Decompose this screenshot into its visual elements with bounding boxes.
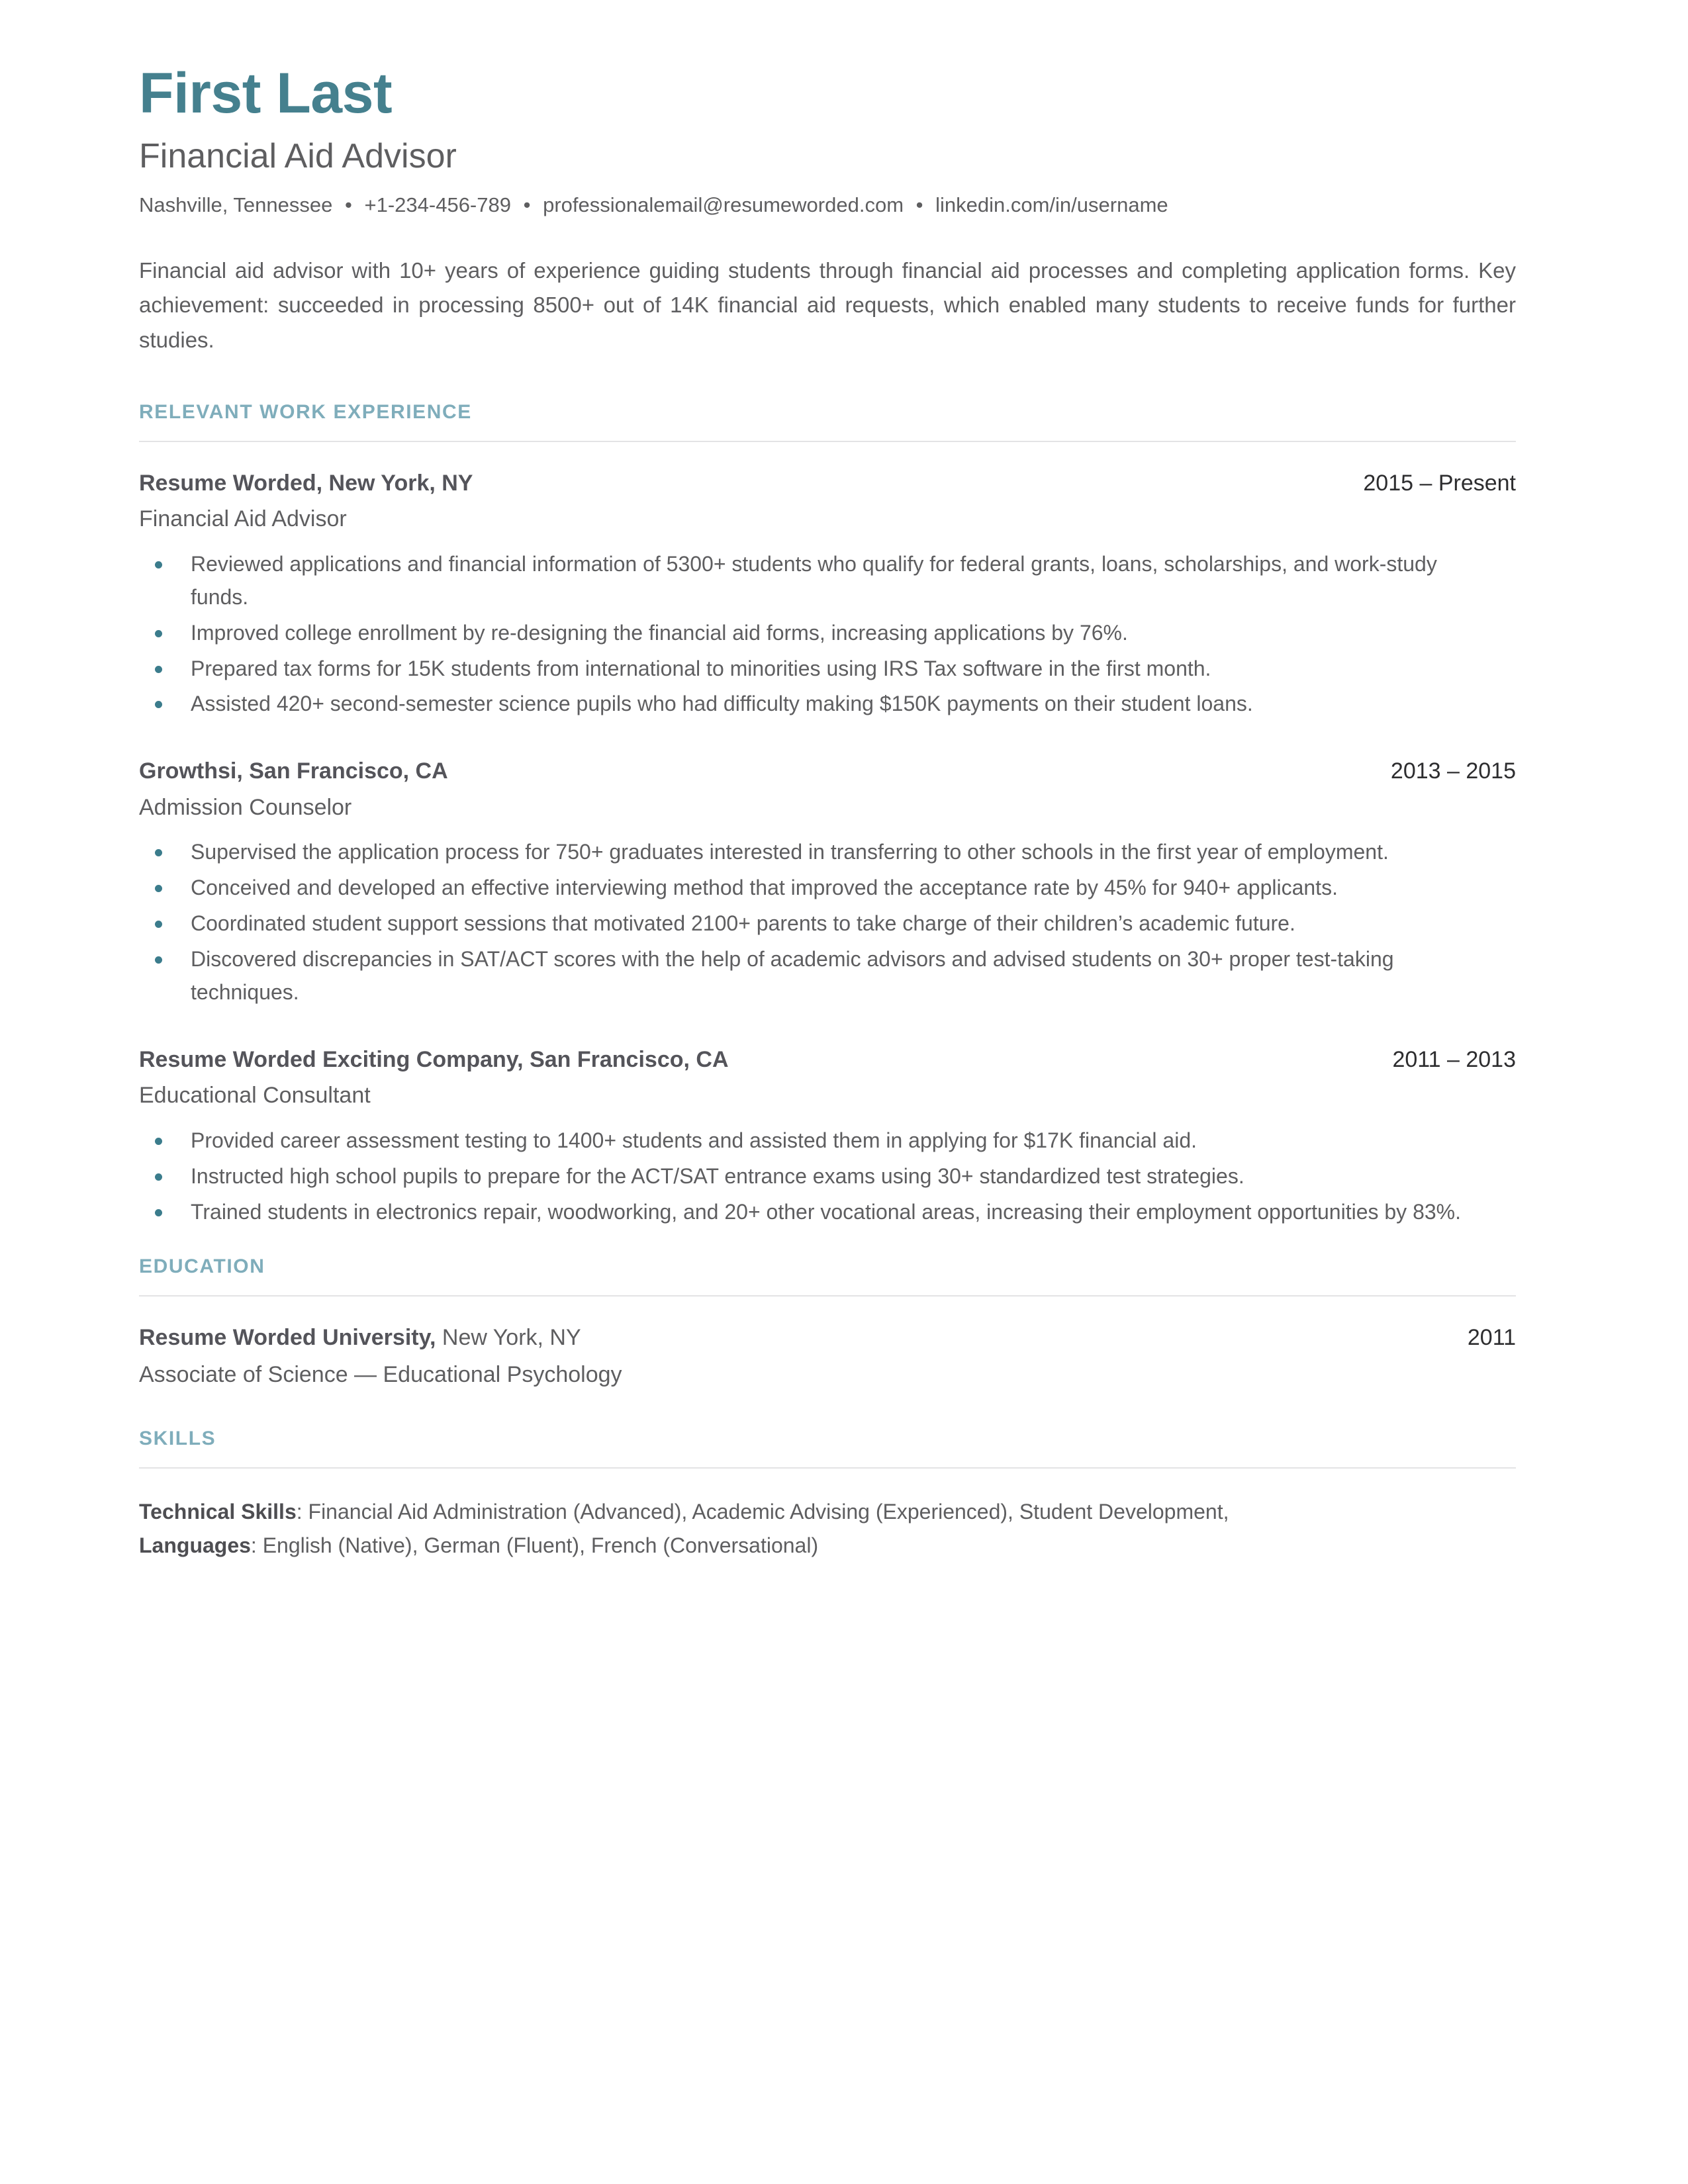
experience-company: Resume Worded Exciting Company, San Francisco, CA	[139, 1046, 729, 1072]
contact-separator-icon: •	[523, 193, 531, 217]
education-school-location: New York, NY	[436, 1324, 581, 1350]
experience-entry-header	[139, 469, 1516, 535]
experience-bullet	[139, 548, 1464, 614]
candidate-job-title: Financial Aid Advisor	[139, 137, 457, 176]
experience-dates: 2013 – 2015	[1390, 758, 1516, 784]
experience-bullet	[139, 1160, 1464, 1193]
section-divider	[139, 441, 1516, 442]
bullet-dot-icon	[155, 561, 162, 569]
experience-bullet	[139, 872, 1464, 905]
bullet-dot-icon	[155, 885, 162, 892]
professional-summary: Financial aid advisor with 10+ years of experience guiding students through financial aid processes and completing application forms. Key achievement: succeeded in processing 8500+ out of 14K financial aid requests, which enabled many students to receive funds for further studies.	[139, 258, 1516, 352]
education-degree: Associate of Science — Educational Psychology	[139, 1361, 622, 1387]
experience-bullet	[139, 617, 1464, 650]
experience-company: Growthsi, San Francisco, CA	[139, 758, 448, 784]
experience-bullet-list	[139, 548, 1516, 721]
bullet-dot-icon	[155, 1209, 162, 1216]
contact-phone: +1-234-456-789	[364, 193, 511, 217]
bullet-dot-icon	[155, 956, 162, 964]
bullet-dot-icon	[155, 1138, 162, 1145]
section-heading-experience: RELEVANT WORK EXPERIENCE	[139, 400, 472, 423]
experience-bullet	[139, 907, 1464, 940]
experience-bullet-text: Prepared tax forms for 15K students from international to minorities using IRS Tax software in the first month.	[191, 656, 1211, 680]
skills-languages-line	[139, 1529, 1516, 1563]
experience-bullet-text: Discovered discrepancies in SAT/ACT scores with the help of academic advisors and advised students on 30+ proper test-taking techniques.	[191, 947, 1394, 1005]
experience-bullet	[139, 836, 1464, 869]
skills-technical-line	[139, 1495, 1516, 1529]
experience-bullet-list	[139, 1124, 1516, 1229]
contact-email[interactable]: professionalemail@resumeworded.com	[543, 193, 904, 217]
contact-linkedin[interactable]: linkedin.com/in/username	[935, 193, 1168, 217]
experience-bullet-list	[139, 836, 1516, 1009]
section-heading-education: EDUCATION	[139, 1255, 265, 1277]
bullet-dot-icon	[155, 701, 162, 708]
experience-bullet-text: Instructed high school pupils to prepare for the ACT/SAT entrance exams using 30+ standardized test strategies.	[191, 1163, 1244, 1188]
experience-bullet	[139, 688, 1464, 721]
bullet-dot-icon	[155, 666, 162, 673]
section-heading-skills: SKILLS	[139, 1427, 216, 1449]
section-experience	[139, 401, 1516, 1229]
experience-entry	[139, 469, 1516, 721]
experience-company: Resume Worded, New York, NY	[139, 470, 473, 496]
experience-bullet-text: Assisted 420+ second-semester science pupils who had difficulty making $150K payments on their student loans.	[191, 692, 1253, 716]
bullet-dot-icon	[155, 921, 162, 928]
experience-bullet	[139, 653, 1464, 686]
experience-bullet-text: Trained students in electronics repair, woodworking, and 20+ other vocational areas, increasing their employment opportunities by 83%.	[191, 1199, 1461, 1224]
education-entry	[139, 1323, 1516, 1390]
skills-technical-label: Technical Skills	[139, 1499, 297, 1524]
resume-header	[139, 64, 1516, 219]
section-divider	[139, 1467, 1516, 1469]
bullet-dot-icon	[155, 630, 162, 637]
education-school	[139, 1323, 581, 1352]
experience-bullet	[139, 1196, 1464, 1229]
contact-location: Nashville, Tennessee	[139, 193, 333, 217]
section-education	[139, 1255, 1516, 1390]
bullet-dot-icon	[155, 1173, 162, 1181]
experience-dates: 2011 – 2013	[1392, 1046, 1516, 1072]
skills-technical-value: Financial Aid Administration (Advanced), Academic Advising (Experienced), Student Development,	[308, 1499, 1229, 1524]
candidate-name: First Last	[139, 62, 393, 125]
section-divider	[139, 1295, 1516, 1297]
experience-entry	[139, 1045, 1516, 1229]
skills-separator: :	[250, 1533, 263, 1557]
bullet-dot-icon	[155, 849, 162, 856]
resume-content	[139, 64, 1516, 1563]
contact-line	[139, 191, 1516, 219]
experience-role: Financial Aid Advisor	[139, 506, 347, 531]
experience-bullet-text: Supervised the application process for 750+ graduates interested in transferring to other schools in the first year of employment.	[191, 840, 1389, 864]
section-skills	[139, 1428, 1516, 1563]
experience-entry	[139, 756, 1516, 1009]
experience-bullet-text: Conceived and developed an effective interviewing method that improved the acceptance rate by 45% for 940+ applicants.	[191, 876, 1338, 900]
skills-languages-value: English (Native), German (Fluent), French (Conversational)	[262, 1533, 819, 1557]
experience-bullet-text: Provided career assessment testing to 1400+ students and assisted them in applying for $17K financial aid.	[191, 1128, 1197, 1152]
skills-separator: :	[296, 1499, 308, 1524]
contact-separator-icon: •	[345, 193, 352, 217]
experience-entry-header	[139, 756, 1516, 823]
education-school-name: Resume Worded University,	[139, 1324, 436, 1350]
experience-role: Educational Consultant	[139, 1083, 371, 1109]
experience-bullet	[139, 1124, 1464, 1158]
experience-bullet-text: Improved college enrollment by re-designing the financial aid forms, increasing applications by 76%.	[191, 620, 1128, 645]
experience-bullet-text: Reviewed applications and financial information of 5300+ students who qualify for federal grants, loans, scholarships, and work-study funds.	[191, 551, 1437, 609]
experience-role: Admission Counselor	[139, 794, 352, 820]
skills-languages-label: Languages	[139, 1533, 251, 1557]
experience-bullet-text: Coordinated student support sessions that motivated 2100+ parents to take charge of their children’s academic future.	[191, 911, 1295, 936]
experience-bullet	[139, 943, 1464, 1009]
education-year: 2011	[1467, 1324, 1516, 1350]
contact-separator-icon: •	[915, 193, 923, 217]
experience-dates: 2015 – Present	[1363, 470, 1516, 496]
experience-entry-header	[139, 1045, 1516, 1111]
